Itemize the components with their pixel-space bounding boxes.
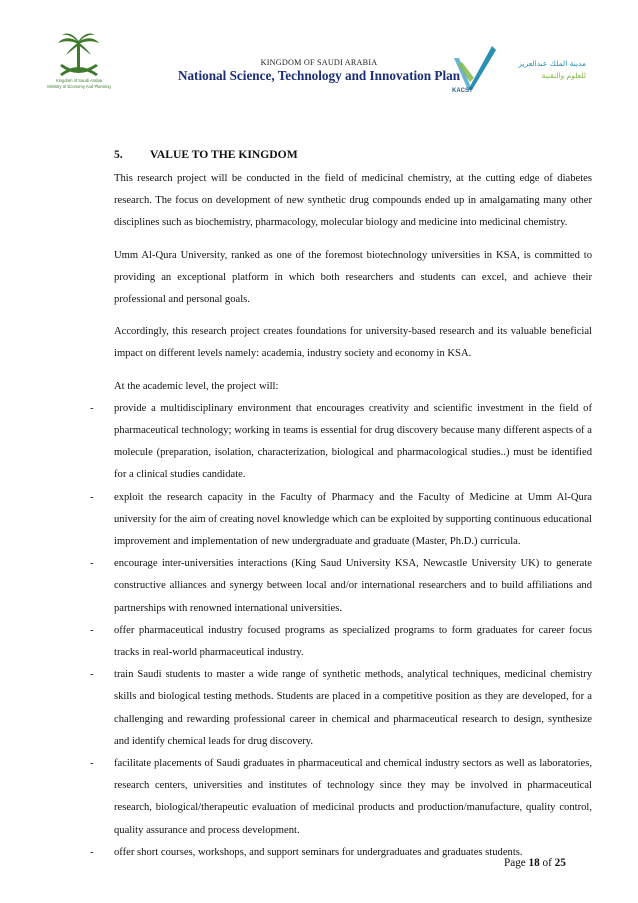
kacst-label: KACST xyxy=(452,88,473,94)
academic-goals-list xyxy=(90,398,592,864)
bullet-dash: - xyxy=(90,624,94,636)
emblem-caption-line-2: Ministry of Economy And Planning xyxy=(47,84,111,89)
academic-intro: At the academic level, the project will: xyxy=(114,380,279,392)
page-content xyxy=(90,148,592,864)
paragraph-research-field: This research project will be conducted in the field of medicinal chemistry, at the cutting edge of diabetes research. The focus on development of new synthetic drug compounds ended up in amalgamating many other disciplines such as biochemistry, pharmacology, molecular biology and medicine into medicinal chemistry. xyxy=(114,173,592,229)
bullet-dash: - xyxy=(90,402,94,414)
bullet-dash: - xyxy=(90,491,94,503)
list-item: - provide a multidisciplinary environment that encourages creativity and scientific investment in the field of pharmaceutical technology; working in teams is essential for drug discovery because many different aspects of a molecule (preparation, isolation, characterization, biological and pharmacological studies..) must be identified for a clinical studies candidate. xyxy=(114,398,592,487)
bullet-dash: - xyxy=(90,758,94,770)
page-current: 18 xyxy=(528,857,540,869)
list-item: - exploit the research capacity in the Faculty of Pharmacy and the Faculty of Medicine at Umm Al-Qura university for the aim of creating novel knowledge which can be exploited by supporting continuous educational improvement and implementation of new undergraduate and graduate (Master, Ph.D.) curricula. xyxy=(114,487,592,554)
section-title: VALUE TO THE KINGDOM xyxy=(150,148,298,161)
list-item: - train Saudi students to master a wide range of synthetic methods, analytical techniques, medicinal chemistry skills and biological testing methods. Students are placed in a competitive position as they are developed, for a challenging and rewarding professional career in chemical and pharmaceutical research to design, synthesize and identify chemical leads for drug discovery. xyxy=(114,664,592,753)
paragraph-foundations: Accordingly, this research project creates foundations for university-based research and its valuable beneficial impact on different levels namely: academia, industry society and economy in KSA. xyxy=(114,326,592,360)
list-item: - offer pharmaceutical industry focused programs as specialized programs to form graduates for career focus tracks in real-world pharmaceutical industry. xyxy=(114,620,592,664)
bullet-dash: - xyxy=(90,669,94,681)
kacst-arabic-line-2: للعلوم والتقنية xyxy=(541,71,586,80)
emblem-caption-line-1: Kingdom of Saudi Arabia xyxy=(55,78,103,83)
kacst-logo xyxy=(448,42,588,100)
page-word: Page xyxy=(504,857,526,869)
kingdom-label: KINGDOM OF SAUDI ARABIA xyxy=(260,58,378,67)
bullet-dash: - xyxy=(90,846,94,858)
kacst-arabic-line-1: مدينة الملك عبدالعزيز xyxy=(518,59,586,68)
page-total: 25 xyxy=(554,857,566,869)
section-heading xyxy=(114,148,592,161)
list-item: - facilitate placements of Saudi graduates in pharmaceutical and chemical industry sectors as well as laboratories, research centers, universities and institutes of technology since they may be involved in pharmaceutical research, biological/therapeutic evaluation of medicinal products and production/manufacture, quality control, quality assurance and process development. xyxy=(114,753,592,842)
plan-title: National Science, Technology and Innovation Plan xyxy=(177,68,461,83)
bullet-dash: - xyxy=(90,558,94,570)
of-word: of xyxy=(542,857,552,869)
section-number: 5. xyxy=(114,148,123,161)
list-item: - encourage inter-universities interactions (King Saud University KSA, Newcastle University UK) to generate constructive alliances and synergy between local and/or international researchers and to build affiliations and partnerships with renowned international universities. xyxy=(114,553,592,620)
paragraph-university: Umm Al-Qura University, ranked as one of the foremost biotechnology universities in KSA, is committed to providing an exceptional platform in which both researchers and students can excel, and achieve their professional and personal goals. xyxy=(114,249,592,306)
list-item: - offer short courses, workshops, and support seminars for undergraduates and graduates students. xyxy=(114,842,592,864)
page-number-footer xyxy=(504,857,566,869)
